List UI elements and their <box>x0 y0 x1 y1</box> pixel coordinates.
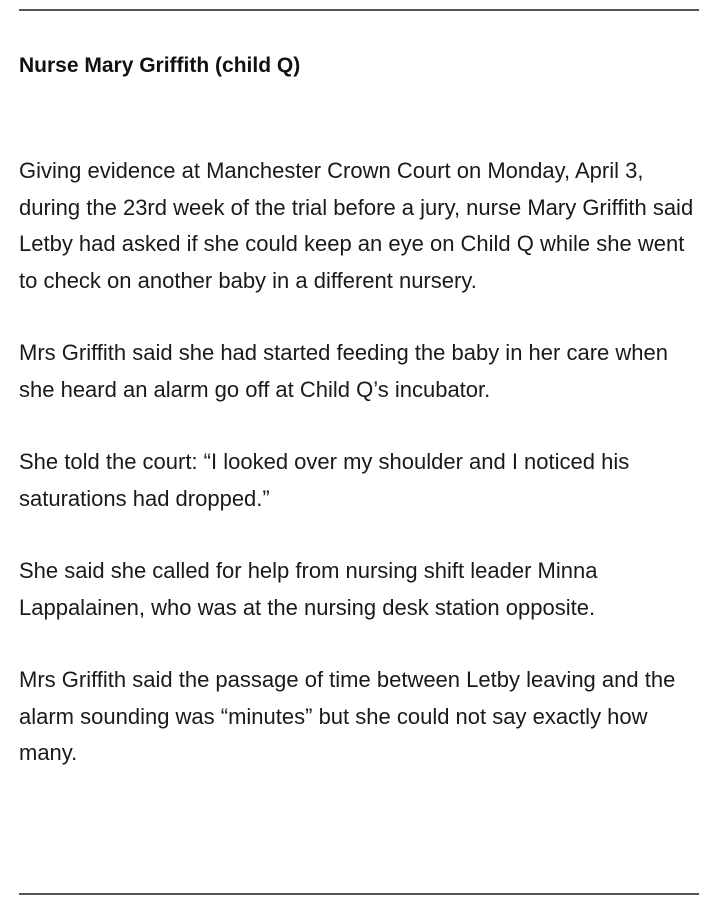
article-body <box>19 153 699 772</box>
paragraph: She told the court: “I looked over my shoulder and I noticed his saturations had dropped.” <box>19 449 630 511</box>
top-divider <box>19 9 699 11</box>
paragraph: Mrs Griffith said she had started feeding the baby in her care when she heard an alarm go off at Child Q’s incubator. <box>19 340 668 402</box>
article <box>19 48 699 772</box>
article-headline: Nurse Mary Griffith (child Q) <box>19 54 301 77</box>
paragraph: She said she called for help from nursing shift leader Minna Lappalainen, who was at the nursing desk station opposite. <box>19 558 598 620</box>
paragraph: Mrs Griffith said the passage of time between Letby leaving and the alarm sounding was “minutes” but she could not say exactly how many. <box>19 667 676 765</box>
paragraph: Giving evidence at Manchester Crown Court on Monday, April 3, during the 23rd week of the trial before a jury, nurse Mary Griffith said Letby had asked if she could keep an eye on Child Q while she went to check on another baby in a different nursery. <box>19 158 694 293</box>
bottom-divider <box>19 893 699 895</box>
